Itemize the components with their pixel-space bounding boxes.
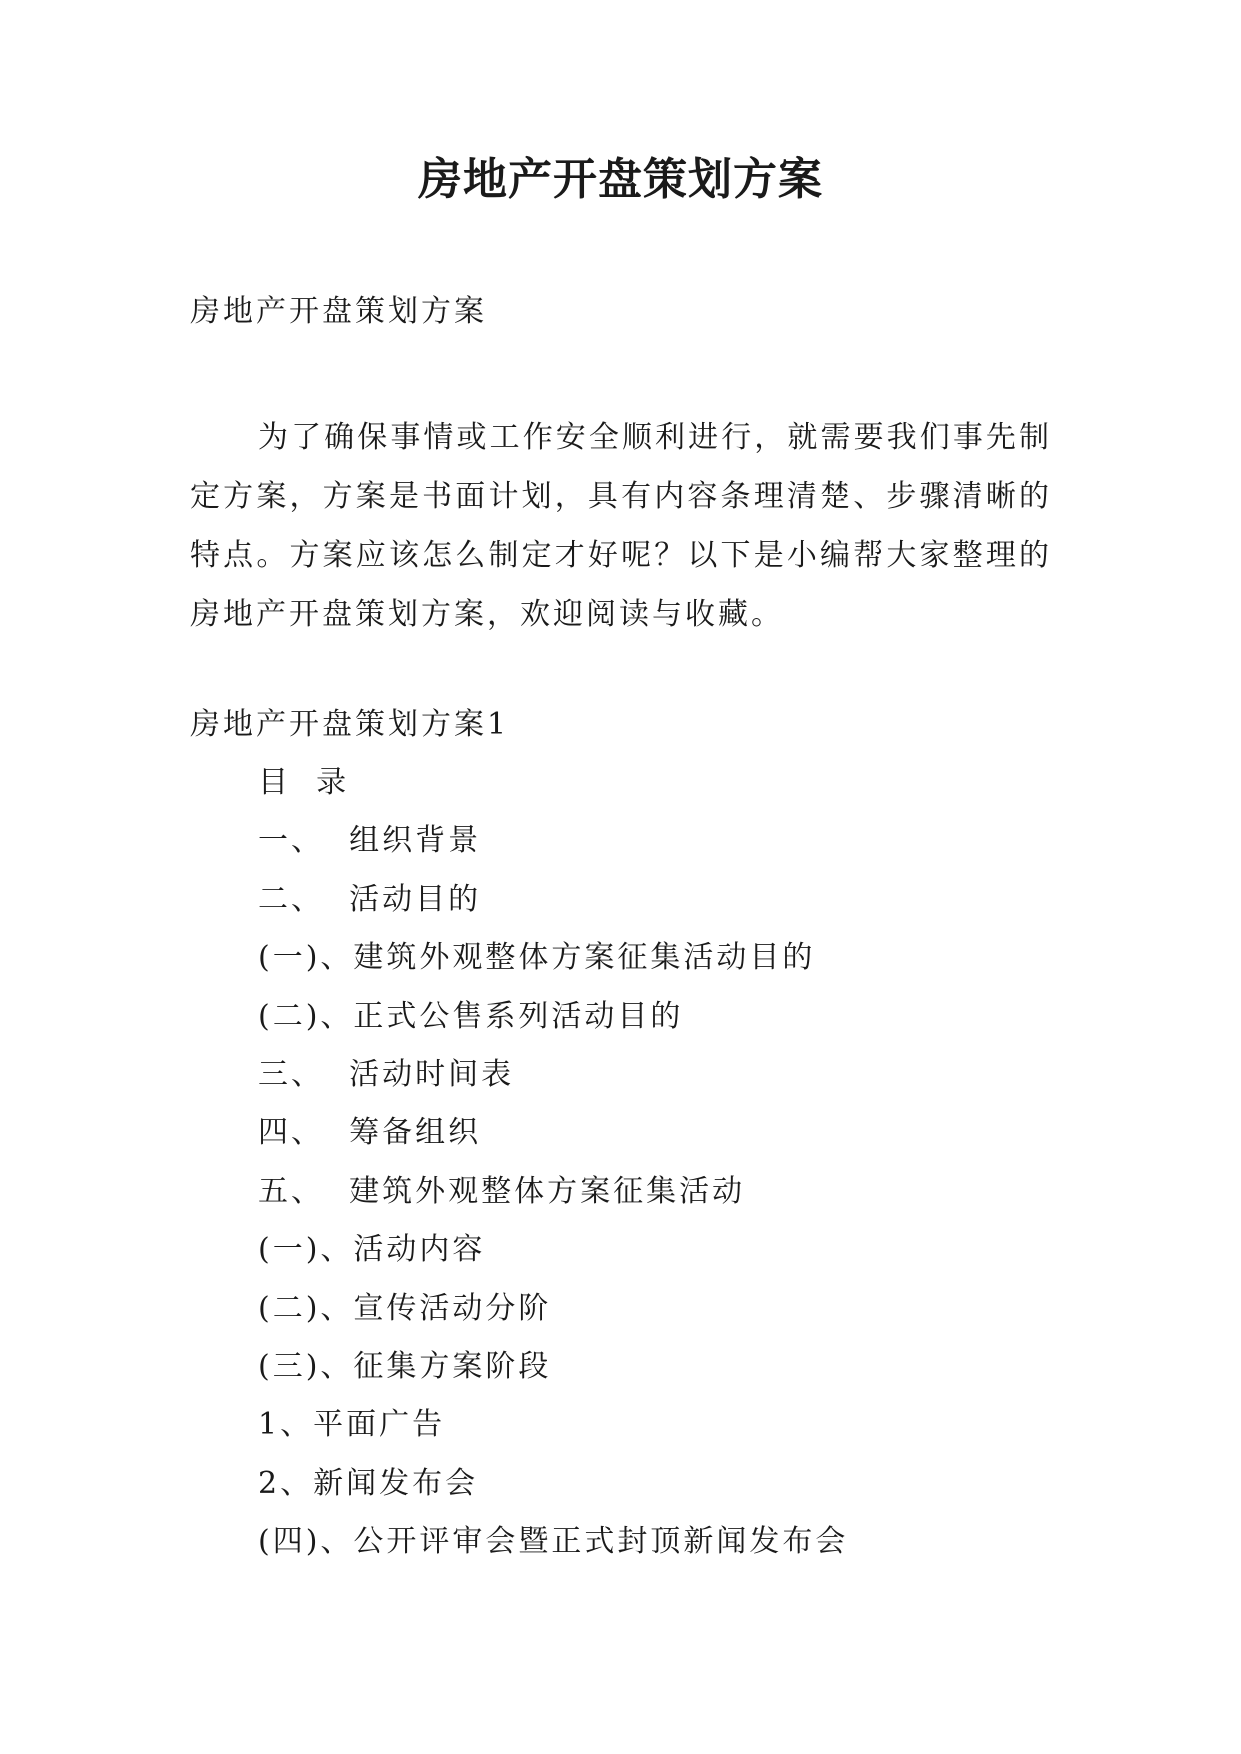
toc-item: 二、 活动目的 <box>258 881 482 917</box>
toc-item: 目 录 <box>258 765 350 800</box>
table-of-contents <box>258 763 848 1580</box>
toc-item: 三、 活动时间表 <box>258 1056 515 1092</box>
toc-item: 一、 组织背景 <box>258 823 482 859</box>
document-title: 房地产开盘策划方案 <box>418 154 823 205</box>
toc-item: (一)、活动内容 <box>258 1232 486 1268</box>
toc-item: (三)、征集方案阶段 <box>258 1348 552 1384</box>
toc-item: 2、新闻发布会 <box>258 1465 479 1501</box>
toc-item: (二)、宣传活动分阶 <box>258 1290 552 1326</box>
toc-item: (一)、建筑外观整体方案征集活动目的 <box>258 940 816 976</box>
section-heading: 房地产开盘策划方案1 <box>190 707 510 742</box>
toc-item: 1、平面广告 <box>258 1407 446 1443</box>
document-subtitle: 房地产开盘策划方案 <box>190 294 487 329</box>
toc-item: (四)、公开评审会暨正式封顶新闻发布会 <box>258 1524 849 1560</box>
toc-item: 四、 筹备组织 <box>258 1115 482 1151</box>
intro-paragraph: 为了确保事情或工作安全顺利进行，就需要我们事先制定方案，方案是书面计划，具有内容条理清楚、步骤清晰的特点。方案应该怎么制定才好呢？以下是小编帮大家整理的房地产开盘策划方案，欢迎阅读与收藏。 <box>190 420 1052 632</box>
toc-item: 五、 建筑外观整体方案征集活动 <box>258 1173 746 1209</box>
toc-item: (二)、正式公售系列活动目的 <box>258 998 684 1034</box>
